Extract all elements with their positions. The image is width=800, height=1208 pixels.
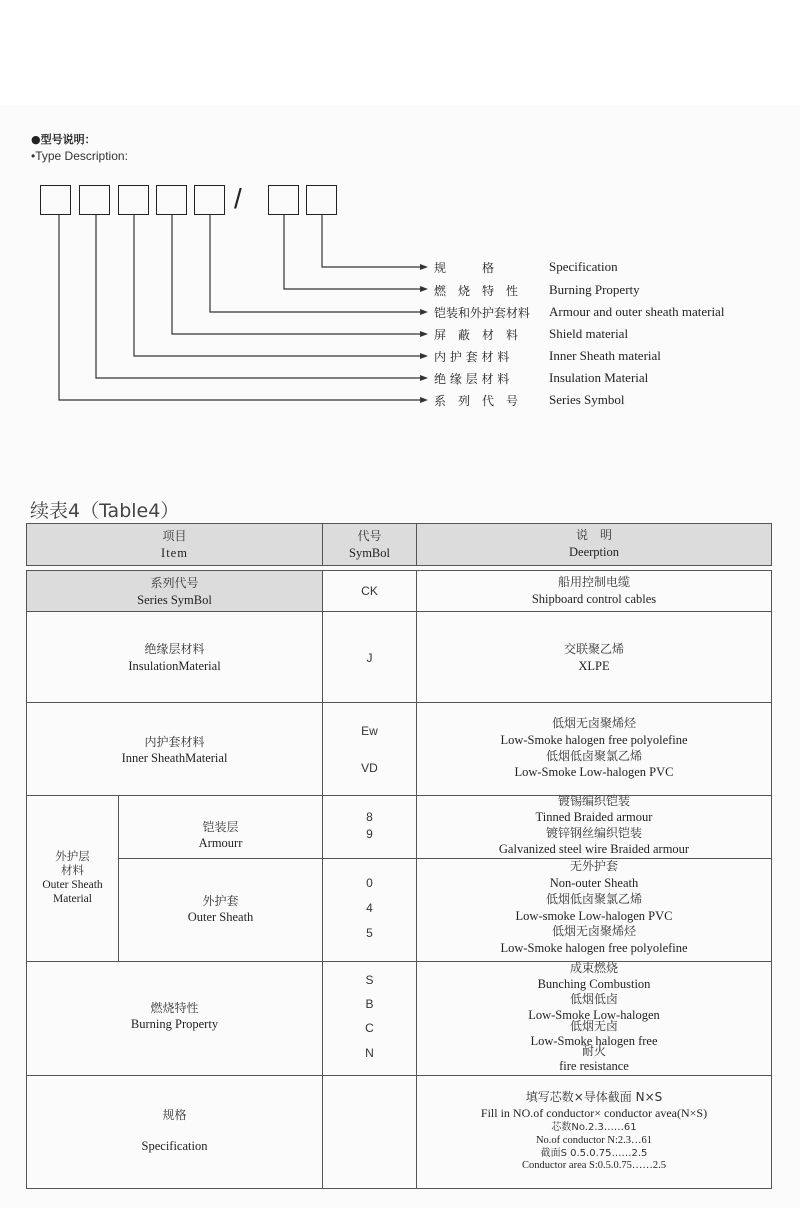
outer-sheath-desc-en: Non-outer Sheath <box>549 876 639 890</box>
legend-en: Specification <box>549 259 618 274</box>
spec-desc-line: 截面S 0.5.0.75……2.5 <box>540 1148 648 1159</box>
series-item-cn: 系列代号 <box>150 576 199 590</box>
inner-sheath-desc-en: Low-Smoke halogen free polyolefine <box>500 733 688 747</box>
inner-sheath-desc-en: Low-Smoke Low-halogen PVC <box>514 765 674 779</box>
header-desc-cn: 说 明 <box>575 528 612 542</box>
insulation-symbol: J <box>366 651 373 665</box>
outer-group-cn: 材料 <box>61 863 84 877</box>
burning-desc-en: Bunching Combustion <box>537 977 651 991</box>
spec-desc-line: No.of conductor N:2.3…61 <box>535 1135 653 1146</box>
outer-sheath-symbol: 4 <box>366 901 373 915</box>
series-symbol: CK <box>361 584 378 598</box>
header-desc-en: Deerption <box>569 545 619 559</box>
armour-symbol: 8 <box>366 810 373 824</box>
armour-desc-en: Galvanized steel wire Braided armour <box>498 842 690 856</box>
outer-sheath-desc-en: Low-Smoke halogen free polyolefine <box>500 941 688 955</box>
burning-symbol: S <box>365 973 374 987</box>
burning-item-en: Burning Property <box>130 1017 219 1031</box>
burning-desc-cn: 耐火 <box>581 1044 606 1058</box>
header-item-en: Item <box>161 546 188 560</box>
code-slash: / <box>234 183 242 214</box>
legend-en: Series Symbol <box>549 392 625 407</box>
spec-item-cn: 规格 <box>162 1108 187 1122</box>
header-symbol-en: SymBol <box>349 546 390 560</box>
type-description-leader-lines <box>0 0 800 420</box>
outer-sheath-symbol: 5 <box>366 926 373 940</box>
legend-cn: 燃 烧 特 性 <box>434 284 519 298</box>
spec-desc-line: Fill in NO.of conductor× conductor avea(N×S) <box>480 1106 708 1120</box>
burning-desc-cn: 成束燃烧 <box>569 961 618 975</box>
armour-symbol: 9 <box>366 827 373 841</box>
inner-sheath-symbol: VD <box>361 761 378 775</box>
insulation-desc-cn: 交联聚乙烯 <box>563 642 624 656</box>
legend-cn: 内 护 套 材 料 <box>434 350 510 364</box>
inner-sheath-item-cn: 内护套材料 <box>144 735 205 749</box>
series-item-en: Series SymBol <box>137 593 212 607</box>
legend-en: Armour and outer sheath material <box>549 304 725 319</box>
legend-en: Insulation Material <box>549 370 649 385</box>
armour-item-cn: 铠装层 <box>202 820 239 834</box>
insulation-desc-en: XLPE <box>578 659 610 673</box>
outer-sheath-desc-en: Low-smoke Low-halogen PVC <box>515 909 673 923</box>
burning-desc-en: Low-Smoke Low-halogen <box>528 1008 660 1022</box>
legend-en: Burning Property <box>549 282 640 297</box>
legend-cn: 屏 蔽 材 料 <box>434 328 519 342</box>
outer-sheath-item-en: Outer Sheath <box>187 910 254 924</box>
outer-group-en: Outer Sheath <box>42 879 103 891</box>
legend-cn: 规 格 <box>434 261 495 275</box>
row-spec-item-cell <box>26 1075 323 1189</box>
burning-desc-cn: 低烟低卤 <box>569 992 618 1006</box>
insulation-item-cn: 绝缘层材料 <box>144 642 205 656</box>
spec-desc-line: 填写芯数×导体截面 N×S <box>525 1090 663 1104</box>
row-spec-symbol-cell <box>322 1075 417 1189</box>
outer-sheath-desc-cn: 无外护套 <box>569 859 618 873</box>
outer-group-en: Material <box>53 893 92 905</box>
burning-symbol: B <box>365 997 374 1011</box>
outer-group-cn: 外护层 <box>55 849 90 863</box>
armour-desc-cn: 镀锡编织铠装 <box>557 794 630 808</box>
outer-sheath-item-cn: 外护套 <box>202 894 239 908</box>
legend-cn: 系 列 代 号 <box>434 394 519 408</box>
series-desc-cn: 船用控制电缆 <box>557 575 630 589</box>
series-desc-en: Shipboard control cables <box>531 592 657 606</box>
burning-desc-en: fire resistance <box>559 1059 629 1073</box>
insulation-item-en: InsulationMaterial <box>128 659 221 673</box>
burning-desc-cn: 低烟无卤 <box>569 1019 618 1033</box>
type-description-title-cn: ●型号说明： <box>31 133 96 146</box>
table-title: 续表4（Table4） <box>30 500 180 522</box>
burning-desc-en: Low-Smoke halogen free <box>530 1034 658 1048</box>
row-inner-sheath-symbol-cell <box>322 702 417 796</box>
inner-sheath-desc-cn: 低烟低卤聚氯乙烯 <box>545 749 642 763</box>
header-item-cn: 项目 <box>162 529 187 543</box>
burning-item-cn: 燃烧特性 <box>150 1001 199 1015</box>
legend-en: Shield material <box>549 326 629 341</box>
row-insulation-desc-cell <box>416 611 772 703</box>
spec-desc-line: 芯数No.2.3……61 <box>551 1122 637 1133</box>
outer-sheath-desc-cn: 低烟无卤聚烯烃 <box>551 924 636 938</box>
outer-sheath-symbol: 0 <box>366 876 373 890</box>
header-symbol-cn: 代号 <box>357 529 382 543</box>
outer-sheath-desc-cn: 低烟低卤聚氯乙烯 <box>545 892 642 906</box>
burning-symbol: N <box>365 1046 374 1060</box>
spec-desc-line: Conductor area S:0.5.0.75……2.5 <box>521 1160 667 1171</box>
spec-item-en: Specification <box>141 1139 208 1153</box>
type-description-title-en: •Type Description: <box>31 149 128 163</box>
legend-cn: 铠装和外护套材料 <box>434 306 531 320</box>
armour-item-en: Armourr <box>198 836 243 850</box>
row-insulation-item-cell <box>26 611 323 703</box>
burning-symbol: C <box>365 1021 374 1035</box>
inner-sheath-symbol: Ew <box>361 724 378 738</box>
inner-sheath-item-en: Inner SheathMaterial <box>121 751 228 765</box>
armour-desc-en: Tinned Braided armour <box>535 810 653 824</box>
armour-desc-cn: 镀锌钢丝编织铠装 <box>545 826 642 840</box>
legend-cn: 绝 缘 层 材 料 <box>434 372 510 386</box>
inner-sheath-desc-cn: 低烟无卤聚烯烃 <box>551 716 636 730</box>
legend-en: Inner Sheath material <box>549 348 661 363</box>
